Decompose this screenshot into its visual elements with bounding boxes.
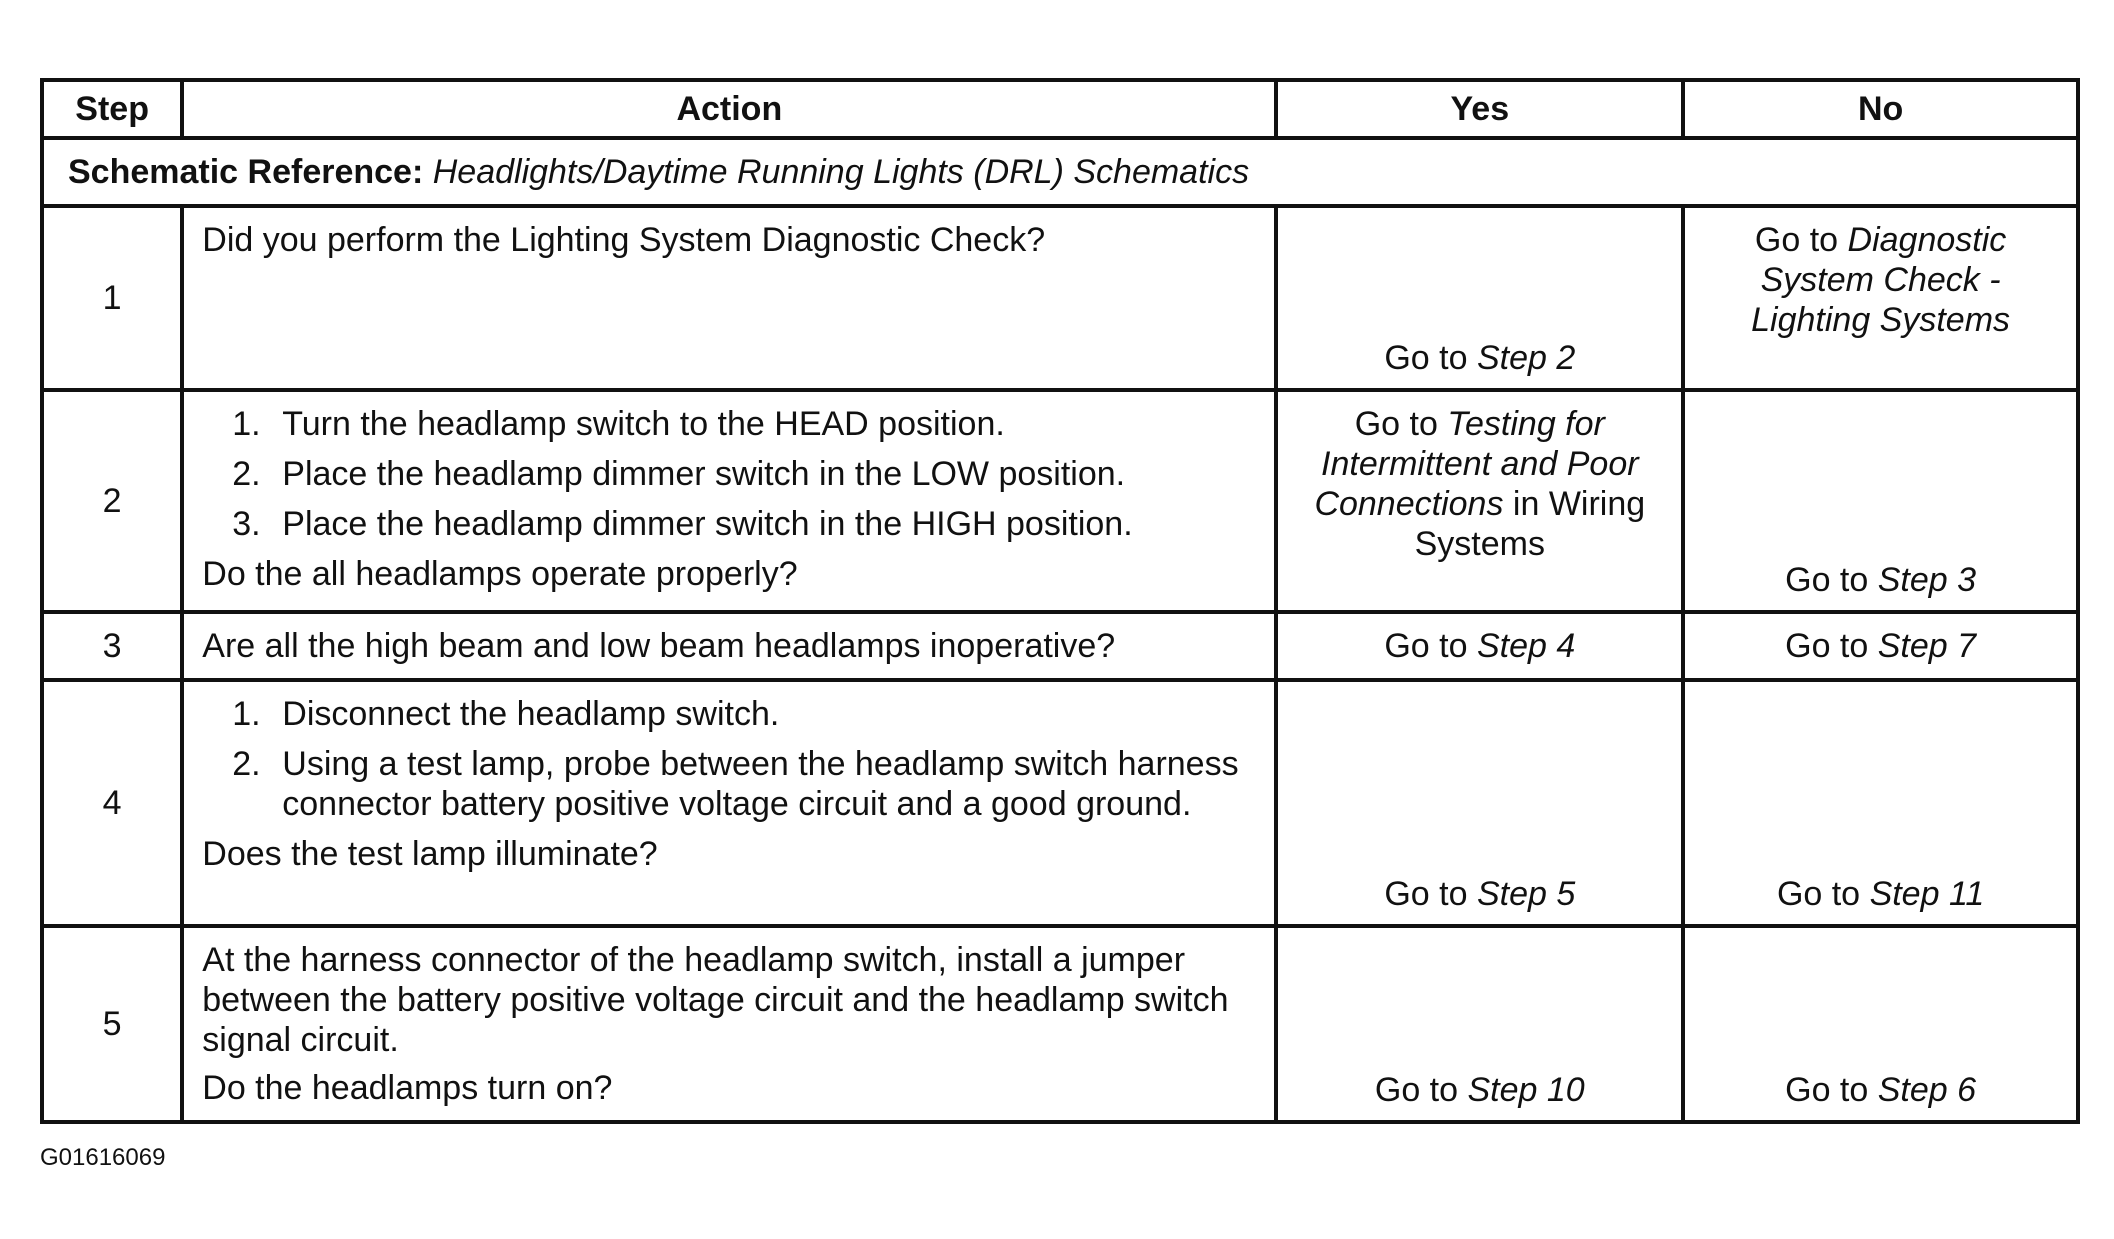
yes-prefix: Go to <box>1384 627 1468 665</box>
action-cell <box>182 926 1276 1122</box>
yes-target: Step 4 <box>1476 627 1576 665</box>
no-target: Step 7 <box>1877 627 1977 665</box>
substep-item <box>202 694 1256 734</box>
table-row <box>42 206 2078 390</box>
no-prefix: Go to <box>1754 221 1839 259</box>
table-row <box>42 926 2078 1122</box>
yes-prefix: Go to <box>1354 405 1438 443</box>
schematic-reference-cell <box>42 138 2078 206</box>
substep-item <box>202 744 1256 824</box>
no-prefix: Go to <box>1785 1071 1869 1109</box>
header-row <box>42 80 2078 138</box>
no-cell <box>1683 206 2078 390</box>
substep-text: Place the headlamp dimmer switch in the LOW position. <box>282 455 1126 493</box>
step-number: 1 <box>42 206 182 390</box>
no-target: Step 3 <box>1877 561 1977 599</box>
no-prefix: Go to <box>1785 627 1869 665</box>
table-row <box>42 390 2078 612</box>
table-row <box>42 612 2078 680</box>
no-prefix: Go to <box>1776 875 1861 913</box>
substep-item <box>202 404 1256 444</box>
yes-cell <box>1276 390 1683 612</box>
step-number: 5 <box>42 926 182 1122</box>
yes-goto <box>1278 874 1681 914</box>
no-cell <box>1683 680 2078 926</box>
yes-suffix: in Wiring Systems <box>1414 485 1646 563</box>
no-target: Step 11 <box>1869 875 1985 913</box>
question-text: Do the headlamps turn on? <box>202 1069 613 1107</box>
no-cell <box>1683 926 2078 1122</box>
yes-target: Step 10 <box>1467 1071 1585 1109</box>
schematic-reference-value: Headlights/Daytime Running Lights (DRL) Schematics <box>432 153 1250 191</box>
action-cell <box>182 612 1276 680</box>
substep-text: Turn the headlamp switch to the HEAD position. <box>282 405 1005 443</box>
no-goto <box>1699 220 2062 340</box>
no-cell <box>1683 612 2078 680</box>
action-text: At the harness connector of the headlamp switch, install a jumper between the battery positive voltage circuit and the headlamp switch signal circuit. <box>202 941 1229 1059</box>
action-text: Did you perform the Lighting System Diagnostic Check? <box>202 221 1046 259</box>
substep-number: 2. <box>232 455 261 493</box>
question-text: Do the all headlamps operate properly? <box>202 555 798 593</box>
yes-cell <box>1276 612 1683 680</box>
substep-text: Disconnect the headlamp switch. <box>282 695 780 733</box>
yes-target: Step 2 <box>1476 339 1576 377</box>
header-step: Step <box>42 80 182 138</box>
yes-goto <box>1278 338 1681 378</box>
step-number: 4 <box>42 680 182 926</box>
substep-text: Place the headlamp dimmer switch in the HIGH position. <box>282 505 1133 543</box>
substep-item <box>202 504 1256 544</box>
step-number: 3 <box>42 612 182 680</box>
schematic-reference-label: Schematic Reference: <box>68 153 424 191</box>
substep-text: Using a test lamp, probe between the headlamp switch harness connector battery positive voltage circuit and a good ground. <box>282 745 1239 823</box>
header-no: No <box>1683 80 2078 138</box>
yes-prefix: Go to <box>1384 875 1468 913</box>
header-yes: Yes <box>1276 80 1683 138</box>
action-text: Are all the high beam and low beam headlamps inoperative? <box>202 627 1116 665</box>
yes-goto <box>1292 404 1667 564</box>
step-number: 2 <box>42 390 182 612</box>
no-cell <box>1683 390 2078 612</box>
substep-item <box>202 454 1256 494</box>
substep-number: 3. <box>232 505 261 543</box>
yes-cell <box>1276 206 1683 390</box>
yes-prefix: Go to <box>1384 339 1468 377</box>
action-cell <box>182 680 1276 926</box>
diagnostic-table <box>40 78 2080 1124</box>
no-prefix: Go to <box>1785 561 1869 599</box>
schematic-reference-row <box>42 138 2078 206</box>
yes-target: Testing for Intermittent and Poor Connections <box>1314 405 1639 523</box>
figure-id: G01616069 <box>40 1144 166 1171</box>
yes-goto <box>1278 1070 1681 1110</box>
question-text: Does the test lamp illuminate? <box>202 835 658 873</box>
no-goto <box>1685 1070 2076 1110</box>
action-cell <box>182 206 1276 390</box>
action-cell <box>182 390 1276 612</box>
header-action: Action <box>182 80 1276 138</box>
substep-number: 1. <box>232 695 261 733</box>
no-target: Step 6 <box>1877 1071 1977 1109</box>
yes-prefix: Go to <box>1374 1071 1459 1109</box>
no-goto <box>1685 874 2076 914</box>
yes-cell <box>1276 926 1683 1122</box>
yes-target: Step 5 <box>1476 875 1576 913</box>
substep-number: 1. <box>232 405 261 443</box>
substep-number: 2. <box>232 745 261 783</box>
substep-list <box>202 404 1256 544</box>
table-row <box>42 680 2078 926</box>
no-goto <box>1685 560 2076 600</box>
yes-cell <box>1276 680 1683 926</box>
no-target: Diagnostic System Check - Lighting Systems <box>1751 221 2011 339</box>
substep-list <box>202 694 1256 824</box>
